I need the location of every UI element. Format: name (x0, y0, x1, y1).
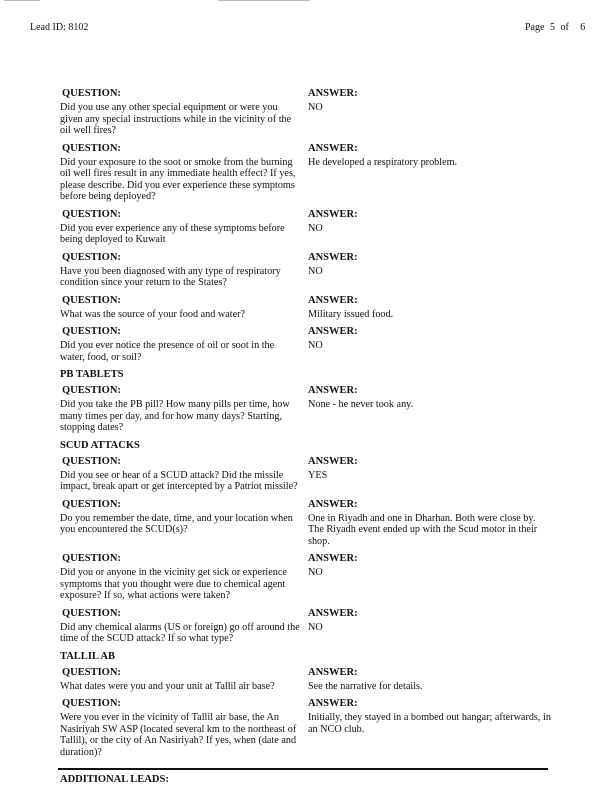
answer-label: ANSWER: (308, 294, 358, 306)
question-text: Were you ever in the vicinity of Tallil air base, the An Nasiriyah SW ASP (located several km to the northeast of Tallil), or the city of An Nasiriyah? If yes, when (date and duration)? (60, 712, 297, 758)
question-text: Did your exposure to the soot or smoke from the burning oil well fires result in any immediate health effect? If yes, please describe. Did you ever experience these symptoms before being deployed? (60, 156, 296, 202)
answer-label: ANSWER: (308, 553, 358, 564)
qa-list (60, 88, 560, 764)
question-text: What dates were you and your unit at Tallil air base? (60, 680, 275, 692)
section-heading: SCUD ATTACKS (60, 439, 140, 451)
answer-block (308, 698, 553, 758)
answer-label: ANSWER: (308, 326, 358, 337)
answer-text: NO (308, 102, 323, 113)
answer-block (308, 667, 553, 693)
answer-label: ANSWER: (308, 666, 358, 678)
answer-block (308, 499, 553, 548)
qa-row (60, 295, 560, 321)
question-block (60, 499, 300, 548)
page-total: 6 (580, 22, 586, 33)
answer-label: ANSWER: (308, 498, 358, 510)
page-number: 5 (549, 22, 555, 33)
question-block (60, 553, 300, 602)
scan-mark (4, 0, 40, 1)
qa-row (60, 326, 560, 363)
question-text: Did you see or hear of a SCUD attack? Did the missile impact, break apart or get intercepted by a Patriot missile? (60, 469, 298, 492)
scan-mark (218, 0, 310, 1)
answer-label: ANSWER: (308, 142, 358, 154)
question-block (60, 608, 300, 645)
answer-text: NO (308, 567, 323, 578)
question-label: QUESTION: (62, 208, 121, 220)
answer-text: Initially, they stayed in a bombed out hangar; afterwards, in an NCO club. (308, 712, 551, 735)
answer-label: ANSWER: (308, 698, 358, 709)
question-block (60, 295, 300, 321)
answer-text: Military issued food. (308, 308, 394, 320)
question-text: Have you been diagnosed with any type of respiratory condition since your return to the States? (60, 265, 281, 288)
qa-row (60, 698, 560, 758)
qa-row (60, 553, 560, 602)
answer-text: See the narrative for details. (308, 680, 423, 692)
lead-id: Lead ID: 8102 (30, 22, 89, 33)
qa-row (60, 499, 560, 548)
question-label: QUESTION: (62, 294, 121, 306)
question-label: QUESTION: (62, 385, 121, 396)
question-label: QUESTION: (62, 326, 121, 337)
answer-block (308, 295, 553, 321)
question-block (60, 252, 300, 289)
answer-text: NO (308, 340, 323, 351)
question-label: QUESTION: (62, 498, 121, 510)
divider (58, 768, 548, 770)
question-block (60, 385, 300, 434)
qa-row (60, 667, 560, 693)
question-text: Did you take the PB pill? How many pills per time, how many times per day, and for how many days? Starting, stopping dates? (60, 399, 290, 433)
qa-row (60, 385, 560, 434)
question-text: What was the source of your food and water? (60, 308, 246, 320)
answer-block (308, 385, 553, 434)
question-label: QUESTION: (62, 666, 121, 678)
question-text: Did you use any other special equipment or were you given any special instructions while in the vicinity of the oil well fires? (60, 102, 292, 136)
question-label: QUESTION: (62, 251, 121, 263)
answer-block (308, 88, 553, 137)
answer-block (308, 456, 553, 493)
page-indicator (525, 22, 585, 34)
answer-label: ANSWER: (308, 208, 358, 220)
answer-text: NO (308, 222, 323, 234)
answer-block (308, 608, 553, 645)
question-block (60, 88, 300, 137)
qa-row (60, 456, 560, 493)
answer-text: None - he never took any. (308, 399, 414, 410)
answer-block (308, 553, 553, 602)
answer-block (308, 143, 553, 203)
page-label: Page (525, 22, 545, 33)
question-label: QUESTION: (62, 553, 121, 564)
answer-label: ANSWER: (308, 607, 358, 619)
answer-block (308, 209, 553, 246)
question-block (60, 667, 300, 693)
question-text: Did any chemical alarms (US or foreign) go off around the time of the SCUD attack? If so what type? (60, 621, 300, 644)
additional-leads-heading: ADDITIONAL LEADS: (60, 774, 169, 785)
qa-row (60, 252, 560, 289)
answer-text: YES (308, 469, 328, 481)
question-block (60, 456, 300, 493)
answer-text: He developed a respiratory problem. (308, 156, 458, 168)
answer-label: ANSWER: (308, 455, 358, 467)
answer-label: ANSWER: (308, 88, 358, 99)
answer-text: One in Riyadh and one in Dharhan. Both were close by. The Riyadh event ended up with the Scud motor in their shop. (308, 512, 538, 547)
qa-row (60, 608, 560, 645)
answer-block (308, 326, 553, 363)
question-block (60, 143, 300, 203)
section-heading: PB TABLETS (60, 369, 124, 380)
question-text: Do you remember the date, time, and your location when you encountered the SCUD(s)? (60, 512, 293, 535)
question-label: QUESTION: (62, 142, 121, 154)
question-label: QUESTION: (62, 607, 121, 619)
answer-text: NO (308, 621, 323, 633)
question-text: Did you or anyone in the vicinity get sick or experience symptoms that you thought were due to chemical agent exposure? If so, what actions were taken? (60, 567, 287, 601)
question-label: QUESTION: (62, 698, 121, 709)
answer-label: ANSWER: (308, 385, 358, 396)
answer-block (308, 252, 553, 289)
question-label: QUESTION: (62, 88, 121, 99)
question-label: QUESTION: (62, 455, 121, 467)
of-label: of (560, 22, 569, 33)
qa-row (60, 209, 560, 246)
question-block (60, 698, 300, 758)
answer-text: NO (308, 265, 323, 277)
question-text: Did you ever experience any of these symptoms before being deployed to Kuwait (60, 222, 285, 245)
section-heading: TALLIL AB (60, 650, 115, 662)
question-text: Did you ever notice the presence of oil or soot in the water, food, or soil? (60, 340, 275, 363)
answer-label: ANSWER: (308, 251, 358, 263)
question-block (60, 326, 300, 363)
qa-row (60, 143, 560, 203)
question-block (60, 209, 300, 246)
qa-row (60, 88, 560, 137)
